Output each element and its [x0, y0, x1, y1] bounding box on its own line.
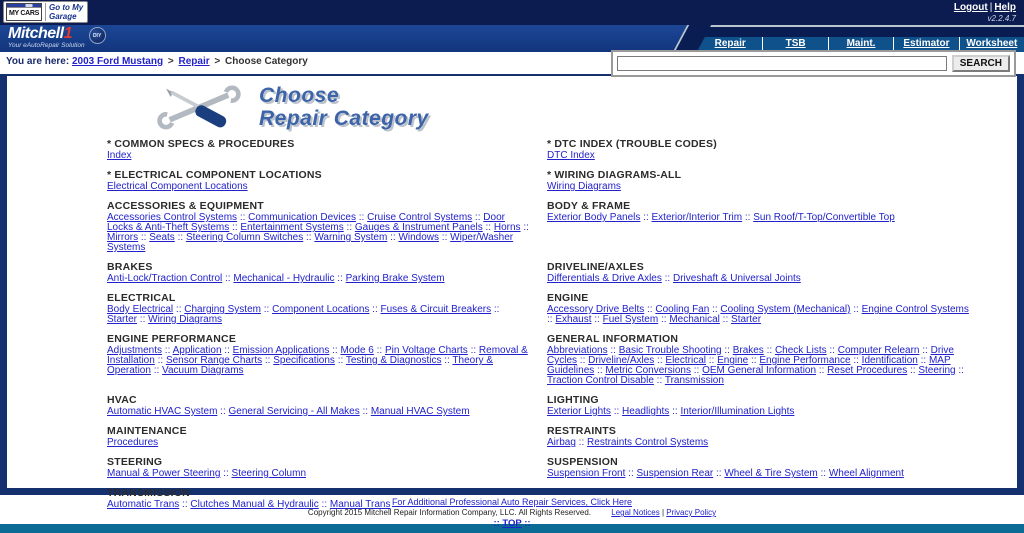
- link-separator: ::: [222, 273, 234, 284]
- category-links: [547, 469, 977, 479]
- link-separator: ::: [907, 365, 919, 376]
- link-separator: ::: [816, 365, 828, 376]
- logout-link[interactable]: Logout: [953, 2, 988, 13]
- category-section: [107, 394, 531, 425]
- link-separator: ::: [653, 375, 665, 386]
- tab-maint[interactable]: Maint.: [828, 37, 893, 52]
- tab-worksheet[interactable]: Worksheet: [959, 37, 1024, 52]
- category-link[interactable]: Automatic Trans: [107, 499, 180, 510]
- category-link[interactable]: Check Lists: [774, 345, 827, 356]
- category-link[interactable]: Traction Control Disable: [547, 375, 654, 386]
- link-separator: ::: [387, 232, 399, 243]
- category-link[interactable]: OEM General Information: [702, 365, 817, 376]
- category-links: [107, 305, 531, 325]
- category-link[interactable]: Identification: [861, 355, 918, 366]
- link-separator: ::: [220, 468, 232, 479]
- page-header: [155, 82, 1017, 132]
- category-link[interactable]: Removal & Installation: [107, 345, 528, 366]
- category-title: * WIRING DIAGRAMS-ALL: [547, 169, 682, 181]
- category-link[interactable]: Reset Procedures: [827, 365, 908, 376]
- category-section: [107, 200, 531, 261]
- category-link[interactable]: Exhaust: [555, 314, 592, 325]
- plate-text: MY CARS: [8, 10, 40, 17]
- link-separator: ::: [719, 314, 732, 325]
- category-title: * DTC INDEX (TROUBLE CODES): [547, 138, 717, 150]
- category-link[interactable]: Manual HVAC System: [370, 406, 470, 417]
- category-section: [547, 425, 977, 456]
- category-title: RESTRAINTS: [547, 425, 617, 437]
- category-title: HVAC: [107, 394, 137, 406]
- category-link[interactable]: Engine Performance: [759, 355, 851, 366]
- link-separator: ::: [594, 365, 606, 376]
- category-link[interactable]: Automatic HVAC System: [107, 406, 218, 417]
- category-section: [107, 261, 531, 292]
- category-link[interactable]: Driveshaft & Universal Joints: [672, 273, 801, 284]
- pipe-separator: |: [989, 2, 993, 13]
- category-section: [107, 138, 531, 169]
- category-links: [547, 182, 977, 192]
- category-link[interactable]: Steering Column: [231, 468, 307, 479]
- category-title: ENGINE: [547, 292, 589, 304]
- category-link[interactable]: Engine: [717, 355, 749, 366]
- category-link[interactable]: Suspension Rear: [636, 468, 714, 479]
- legal-notices-link[interactable]: Legal Notices: [611, 508, 660, 517]
- category-section: [547, 261, 977, 292]
- category-link[interactable]: Body Electrical: [107, 304, 174, 315]
- link-separator: ::: [520, 222, 529, 233]
- category-link[interactable]: Airbag: [547, 437, 576, 448]
- category-section: [547, 394, 977, 425]
- category-link[interactable]: Adjustments: [107, 345, 163, 356]
- category-links: [107, 213, 531, 253]
- category-link[interactable]: Gauges & Instrument Panels: [354, 222, 483, 233]
- category-links: [547, 407, 977, 417]
- category-link[interactable]: Metric Conversions: [605, 365, 691, 376]
- brand-globe-badge: DIY: [89, 27, 106, 44]
- category-link[interactable]: Seats: [149, 232, 175, 243]
- link-separator: ::: [260, 304, 273, 315]
- link-separator: ::: [721, 345, 733, 356]
- link-separator: ::: [669, 406, 681, 417]
- link-separator: ::: [644, 304, 656, 315]
- category-link[interactable]: Application: [172, 345, 222, 356]
- link-separator: ::: [625, 468, 637, 479]
- link-separator: ::: [472, 212, 484, 223]
- category-links: [547, 213, 977, 223]
- link-separator: ::: [919, 345, 931, 356]
- category-link[interactable]: Vacuum Diagrams: [162, 365, 244, 376]
- link-separator: ::: [179, 499, 191, 510]
- category-link[interactable]: Interior/Illumination Lights: [680, 406, 795, 417]
- category-links: [547, 151, 977, 161]
- category-link[interactable]: Restraints Control Systems: [587, 437, 709, 448]
- category-link[interactable]: Component Locations: [272, 304, 370, 315]
- category-title: SUSPENSION: [547, 456, 618, 468]
- category-link[interactable]: Starter: [731, 314, 762, 325]
- link-separator: ::: [826, 345, 838, 356]
- top-right-links: [954, 2, 1016, 23]
- link-separator: ::: [154, 355, 166, 366]
- category-link[interactable]: Testing & Diagnostics: [345, 355, 442, 366]
- go-to-my-garage-button[interactable]: [3, 1, 88, 23]
- top-bar: [0, 0, 1024, 25]
- category-links: [547, 346, 977, 386]
- category-link[interactable]: Wiper/Washer Systems: [107, 232, 514, 253]
- brand-one: 1: [63, 25, 72, 42]
- link-separator: ::: [607, 345, 619, 356]
- page-title: Choose Repair Category: [259, 84, 429, 130]
- category-link[interactable]: Suspension Front: [547, 468, 626, 479]
- category-grid: [107, 138, 1017, 518]
- link-separator: ::: [356, 212, 368, 223]
- my-cars-plate-icon: [6, 3, 42, 21]
- link-separator: ::: [817, 468, 829, 479]
- category-link[interactable]: Mechanical: [669, 314, 720, 325]
- link-separator: ::: [955, 365, 964, 376]
- link-separator: ::: [763, 345, 775, 356]
- link-separator: ::: [850, 355, 862, 366]
- breadcrumb-separator: >: [167, 56, 174, 67]
- category-link[interactable]: Brakes: [732, 345, 764, 356]
- category-links: [107, 346, 531, 376]
- link-separator: ::: [174, 232, 186, 243]
- link-separator: ::: [491, 304, 500, 315]
- link-separator: ::: [441, 355, 453, 366]
- link-separator: ::: [237, 212, 249, 223]
- link-separator: ::: [373, 345, 385, 356]
- link-separator: ::: [591, 314, 603, 325]
- category-link[interactable]: Exterior/Interior Trim: [651, 212, 743, 223]
- category-link[interactable]: Cooling System (Mechanical): [720, 304, 851, 315]
- link-separator: ::: [577, 355, 589, 366]
- category-link[interactable]: Fuses & Circuit Breakers: [380, 304, 492, 315]
- category-link[interactable]: Windows: [398, 232, 440, 243]
- tab-estimator[interactable]: Estimator: [893, 37, 958, 52]
- search-button[interactable]: SEARCH: [952, 55, 1010, 72]
- link-separator: ::: [742, 212, 754, 223]
- link-separator: ::: [329, 345, 341, 356]
- category-link[interactable]: Mirrors: [107, 232, 139, 243]
- privacy-policy-link[interactable]: Privacy Policy: [666, 508, 717, 517]
- category-link[interactable]: Entertainment Systems: [240, 222, 344, 233]
- link-separator: ::: [640, 212, 652, 223]
- breadcrumb-current: Choose Category: [225, 56, 308, 67]
- breadcrumb-prefix: You are here:: [6, 56, 70, 67]
- category-link[interactable]: Drive Cycles: [547, 345, 954, 366]
- category-link[interactable]: MAP Guidelines: [547, 355, 951, 376]
- category-link[interactable]: Sun Roof/T-Top/Convertible Top: [753, 212, 895, 223]
- category-title: ENGINE PERFORMANCE: [107, 333, 237, 345]
- link-separator: ::: [482, 222, 494, 233]
- category-links: [107, 274, 531, 284]
- link-separator: ::: [221, 345, 233, 356]
- category-link[interactable]: Wiring Diagrams: [547, 181, 621, 192]
- link-separator: ::: [709, 304, 721, 315]
- category-link[interactable]: Parking Brake System: [345, 273, 445, 284]
- search-input[interactable]: [617, 56, 947, 71]
- category-link[interactable]: Mechanical - Hydraulic: [233, 273, 335, 284]
- category-link[interactable]: Cruise Control Systems: [367, 212, 473, 223]
- link-separator: ::: [318, 499, 330, 510]
- category-links: [107, 407, 531, 417]
- link-separator: ::: [303, 232, 315, 243]
- category-links: [547, 274, 977, 284]
- category-title: DRIVELINE/AXLES: [547, 261, 644, 273]
- category-link[interactable]: Fuel System: [602, 314, 659, 325]
- breadcrumb-vehicle-link[interactable]: 2003 Ford Mustang: [71, 56, 164, 67]
- link-separator: ::: [917, 355, 929, 366]
- category-link[interactable]: Door Locks & Anti-Theft Systems: [107, 212, 505, 233]
- category-link[interactable]: Sensor Range Charts: [165, 355, 263, 366]
- category-link[interactable]: Charging System: [184, 304, 261, 315]
- brand-bar: [0, 25, 1024, 52]
- link-separator: ::: [690, 365, 703, 376]
- category-section: [107, 425, 531, 456]
- category-section: [107, 333, 531, 394]
- category-link[interactable]: Starter: [107, 314, 138, 325]
- category-link[interactable]: Horns: [493, 222, 521, 233]
- category-link[interactable]: Mode 6: [340, 345, 374, 356]
- tab-repair[interactable]: Repair: [698, 37, 762, 52]
- link-separator: ::: [229, 222, 241, 233]
- link-separator: ::: [705, 355, 718, 366]
- link-separator: ::: [262, 355, 274, 366]
- category-link[interactable]: Wiring Diagrams: [148, 314, 223, 325]
- category-links: [547, 305, 977, 325]
- category-links: [107, 469, 531, 479]
- category-link[interactable]: Steering: [918, 365, 956, 376]
- category-link[interactable]: Electrical Component Locations: [107, 181, 248, 192]
- category-link[interactable]: Anti-Lock/Traction Control: [107, 273, 223, 284]
- category-link[interactable]: DTC Index: [547, 150, 595, 161]
- category-link[interactable]: Pin Voltage Charts: [384, 345, 468, 356]
- category-link[interactable]: Accessories Control Systems: [107, 212, 238, 223]
- link-separator: ::: [150, 365, 163, 376]
- link-separator: ::: [610, 406, 623, 417]
- tab-tsb[interactable]: TSB: [762, 37, 827, 52]
- additional-services-link[interactable]: For Additional Professional Auto Repair Services, Click Here: [391, 497, 633, 507]
- search-box: [611, 50, 1016, 77]
- breadcrumb-separator: >: [214, 56, 221, 67]
- category-link[interactable]: Basic Trouble Shooting: [618, 345, 722, 356]
- category-section: [107, 169, 531, 200]
- category-title: TRANSMISSION: [107, 487, 190, 499]
- link-separator: ::: [658, 314, 670, 325]
- brand-name: Mitchell1: [8, 25, 72, 42]
- category-link[interactable]: Exterior Body Panels: [547, 212, 641, 223]
- link-separator: ::: [661, 273, 673, 284]
- category-links: [107, 151, 531, 161]
- category-link[interactable]: General Servicing - All Makes: [228, 406, 360, 417]
- link-separator: ::: [334, 355, 346, 366]
- category-link[interactable]: Manual Trans: [329, 499, 391, 510]
- link-separator: ::: [162, 345, 173, 356]
- category-link[interactable]: Emission Applications: [232, 345, 330, 356]
- category-link[interactable]: Wheel & Tire System: [724, 468, 818, 479]
- category-section: [547, 200, 977, 261]
- link-separator: ::: [343, 222, 355, 233]
- category-link[interactable]: Accessory Drive Belts: [547, 304, 645, 315]
- category-title: MAINTENANCE: [107, 425, 187, 437]
- category-link[interactable]: Steering Column Switches: [185, 232, 304, 243]
- category-section: [547, 292, 977, 333]
- link-separator: ::: [138, 232, 150, 243]
- link-separator: ::: [547, 314, 556, 325]
- category-title: BODY & FRAME: [547, 200, 631, 212]
- category-link[interactable]: Procedures: [107, 437, 159, 448]
- category-section: [107, 292, 531, 333]
- link-separator: ::: [467, 345, 479, 356]
- link-separator: ::: [359, 406, 371, 417]
- category-section: [547, 333, 977, 394]
- repair-tools-icon: [155, 83, 243, 131]
- top-separator: ::: [493, 518, 500, 529]
- link-separator: ::: [137, 314, 149, 325]
- category-links: [107, 438, 531, 448]
- category-title: ELECTRICAL: [107, 292, 176, 304]
- garage-label: Go to My Garage: [45, 3, 83, 21]
- category-link[interactable]: Cooling Fan: [655, 304, 710, 315]
- top-separator: ::: [524, 518, 531, 529]
- link-separator: ::: [369, 304, 381, 315]
- category-title: GENERAL INFORMATION: [547, 333, 679, 345]
- category-section: [547, 169, 977, 200]
- category-section: [547, 456, 977, 487]
- link-separator: ::: [850, 304, 862, 315]
- category-links: [107, 182, 531, 192]
- category-link[interactable]: Driveline/Axles: [588, 355, 655, 366]
- category-title: BRAKES: [107, 261, 153, 273]
- category-title: * ELECTRICAL COMPONENT LOCATIONS: [107, 169, 322, 181]
- top-link[interactable]: TOP: [502, 518, 522, 529]
- link-separator: ::: [173, 304, 185, 315]
- category-link[interactable]: Clutches Manual & Hydraulic: [190, 499, 319, 510]
- category-title: * COMMON SPECS & PROCEDURES: [107, 138, 295, 150]
- category-link[interactable]: Warning System: [314, 232, 388, 243]
- nav-tab-panel: [698, 25, 1024, 52]
- category-link[interactable]: Engine Control Systems: [861, 304, 969, 315]
- link-separator: ::: [575, 437, 588, 448]
- category-link[interactable]: Electrical: [665, 355, 706, 366]
- category-link[interactable]: Exterior Lights: [547, 406, 611, 417]
- breadcrumb-repair-link[interactable]: Repair: [178, 56, 210, 67]
- pipe-separator: |: [661, 508, 665, 517]
- category-link[interactable]: Computer Relearn: [837, 345, 920, 356]
- category-title: STEERING: [107, 456, 163, 468]
- link-separator: ::: [713, 468, 725, 479]
- category-title: ACCESSORIES & EQUIPMENT: [107, 200, 264, 212]
- link-separator: ::: [439, 232, 451, 243]
- category-link[interactable]: Wheel Alignment: [828, 468, 904, 479]
- link-separator: ::: [654, 355, 666, 366]
- category-title: LIGHTING: [547, 394, 599, 406]
- breadcrumb: [6, 56, 308, 67]
- category-link[interactable]: Index: [107, 150, 132, 161]
- help-link[interactable]: Help: [994, 2, 1016, 13]
- category-link[interactable]: Communication Devices: [248, 212, 356, 223]
- version-label: v2.2.4.7: [987, 14, 1016, 23]
- copyright-line: Copyright 2015 Mitchell Repair Information Company, LLC. All Rights Reserved. Legal Notices | Privacy Policy: [307, 508, 717, 517]
- category-link[interactable]: Manual & Power Steering: [107, 468, 221, 479]
- mitchell1-logo: [8, 26, 106, 49]
- category-link[interactable]: Differentials & Drive Axles: [547, 273, 662, 284]
- category-section: [107, 456, 531, 487]
- brand-tagline: Your eAutoRepair Solution: [8, 42, 85, 49]
- link-separator: ::: [748, 355, 760, 366]
- link-separator: ::: [334, 273, 346, 284]
- category-section: [547, 138, 977, 169]
- category-link[interactable]: Theory & Operation: [107, 355, 493, 376]
- category-link[interactable]: Headlights: [622, 406, 670, 417]
- category-link[interactable]: Abbreviations: [547, 345, 608, 356]
- category-link[interactable]: Transmission: [664, 375, 724, 386]
- category-link[interactable]: Specifications: [273, 355, 335, 366]
- link-separator: ::: [217, 406, 229, 417]
- breadcrumb-row: [0, 52, 1024, 74]
- category-links: [547, 438, 977, 448]
